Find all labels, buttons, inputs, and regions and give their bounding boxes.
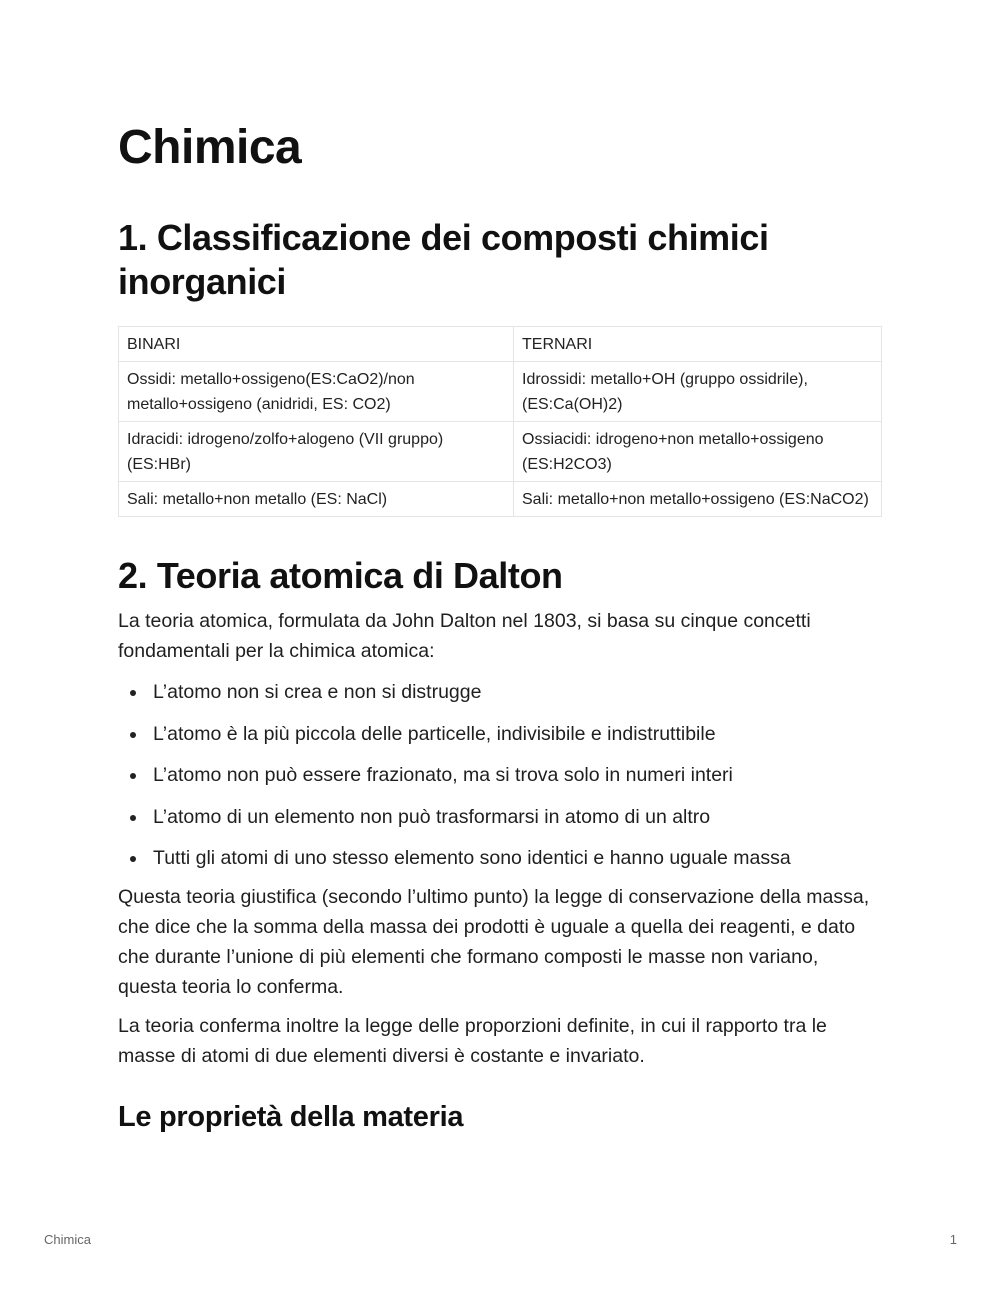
table-cell: Ossiacidi: idrogeno+non metallo+ossigeno (ES:H2CO3) — [514, 422, 882, 482]
dalton-concepts-list — [118, 677, 882, 873]
list-item-text: L’atomo non può essere frazionato, ma si trova solo in numeri interi — [153, 764, 733, 786]
bullet-icon — [130, 773, 136, 779]
document-title: Chimica — [118, 121, 302, 174]
list-item — [118, 677, 882, 707]
table-header-row — [119, 327, 882, 362]
list-item — [118, 760, 882, 790]
table-header-cell: TERNARI — [514, 327, 882, 362]
bullet-icon — [130, 732, 136, 738]
footer-document-name: Chimica — [44, 1232, 91, 1247]
bullet-icon — [130, 815, 136, 821]
table-cell: Ossidi: metallo+ossigeno(ES:CaO2)/non metallo+ossigeno (anidridi, ES: CO2) — [119, 362, 514, 422]
proportions-paragraph: La teoria conferma inoltre la legge delle proporzioni definite, in cui il rapporto tra le masse di atomi di due elementi diversi è costante e invariato. — [118, 1015, 827, 1067]
list-item — [118, 802, 882, 832]
section-1-heading: 1. Classificazione dei composti chimici inorganici — [118, 217, 769, 302]
table-cell: Idrossidi: metallo+OH (gruppo ossidrile), (ES:Ca(OH)2) — [514, 362, 882, 422]
section-2-heading: 2. Teoria atomica di Dalton — [118, 555, 563, 596]
footer-page-number: 1 — [949, 1232, 957, 1247]
list-item-text: L’atomo di un elemento non può trasformarsi in atomo di un altro — [153, 805, 711, 828]
table-row — [119, 482, 882, 517]
list-item-text: L’atomo non si crea e non si distrugge — [153, 681, 482, 703]
table-cell: Idracidi: idrogeno/zolfo+alogeno (VII gruppo) (ES:HBr) — [119, 422, 514, 482]
table-row — [119, 362, 882, 422]
list-item — [118, 719, 882, 749]
table-cell: Sali: metallo+non metallo (ES: NaCl) — [119, 482, 514, 517]
intro-paragraph: La teoria atomica, formulata da John Dalton nel 1803, si basa su cinque concetti fondamentali per la chimica atomica: — [118, 610, 811, 662]
table-cell: Sali: metallo+non metallo+ossigeno (ES:NaCO2) — [514, 482, 882, 517]
bullet-icon — [130, 856, 136, 862]
table-header-cell: BINARI — [119, 327, 514, 362]
compounds-table — [118, 326, 882, 517]
list-item — [118, 843, 882, 873]
bullet-icon — [130, 690, 136, 696]
section-3-heading: Le proprietà della materia — [118, 1101, 464, 1133]
conservation-paragraph: Questa teoria giustifica (secondo l’ultimo punto) la legge di conservazione della massa, che dice che la somma della massa dei prodotti è uguale a quella dei reagenti, e dato che durante l’unione di più elementi che formano composti le masse non variano, questa teoria lo conferma. — [118, 886, 870, 998]
document-page — [118, 112, 882, 1137]
table-row — [119, 422, 882, 482]
list-item-text: L’atomo è la più piccola delle particelle, indivisibile e indistruttibile — [153, 722, 716, 745]
list-item-text: Tutti gli atomi di uno stesso elemento sono identici e hanno uguale massa — [153, 847, 791, 869]
